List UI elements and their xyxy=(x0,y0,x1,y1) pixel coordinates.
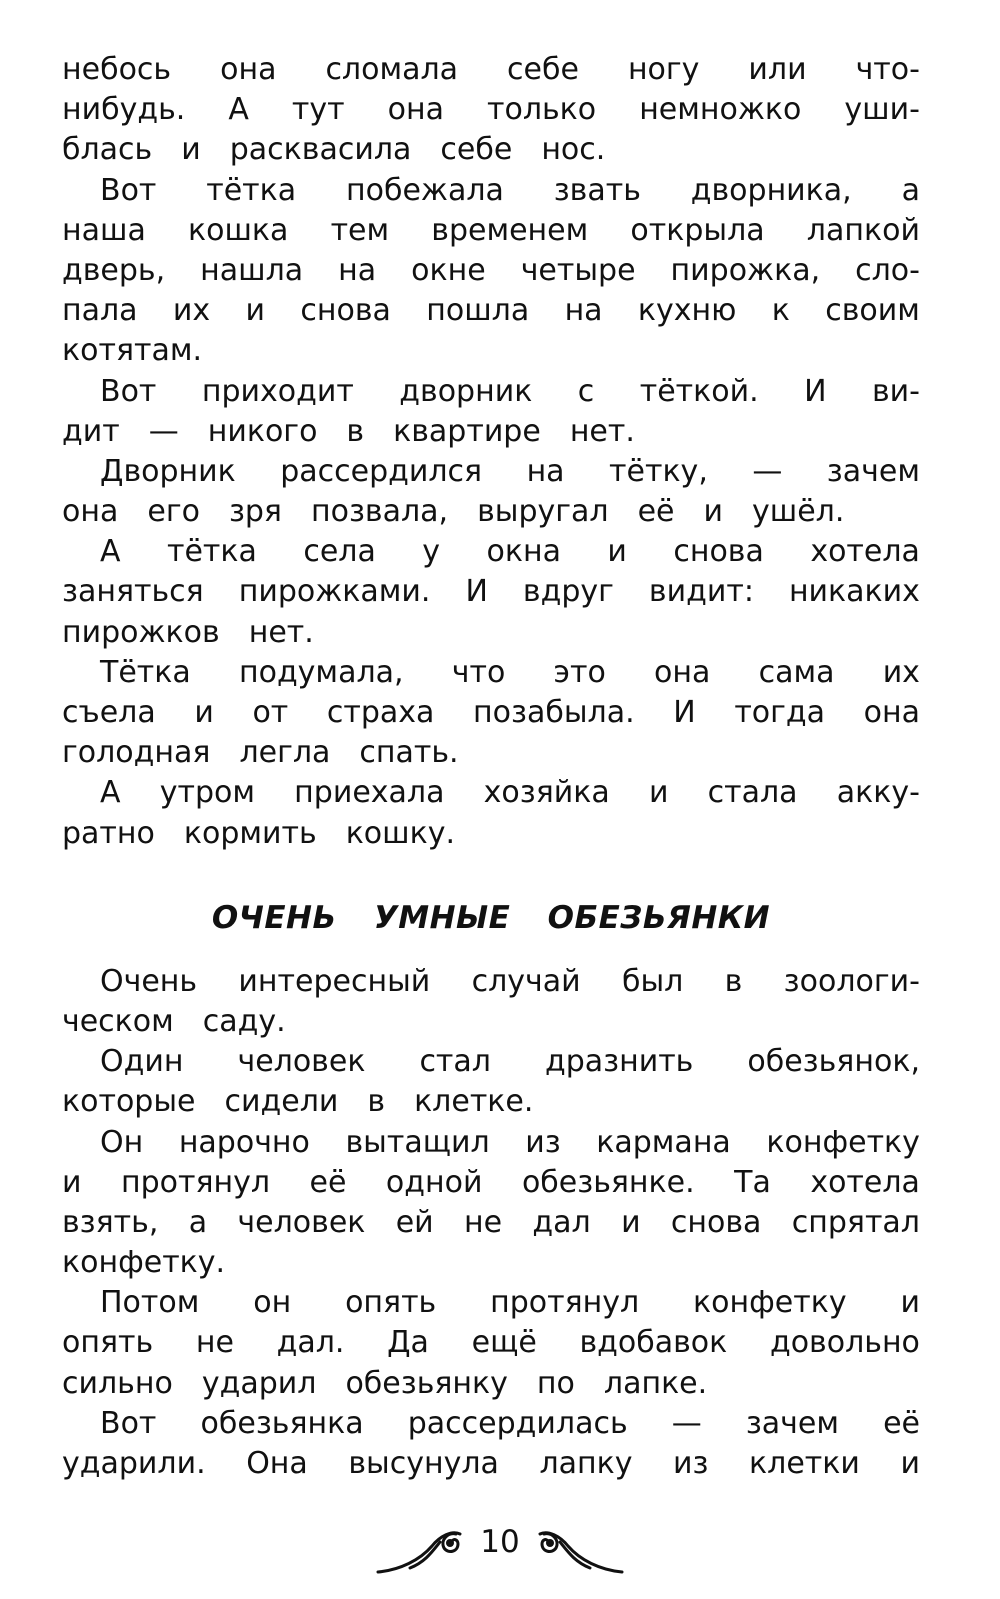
text-line: блась и расквасила себе нос. xyxy=(62,132,606,168)
paragraph xyxy=(62,1042,920,1122)
text-line: которые сидели в клетке. xyxy=(62,1084,534,1120)
paragraph xyxy=(62,962,920,1042)
story-continuation xyxy=(62,50,920,854)
text-line: котятам. xyxy=(62,333,203,369)
text-line: Один человек стал дразнить обезьянок, xyxy=(100,1044,920,1080)
text-line: Дворник рассердился на тётку, — зачем xyxy=(100,453,920,489)
text-line: пирожков нет. xyxy=(62,614,314,650)
text-line: опять не дал. Да ещё вдобавок довольно xyxy=(62,1325,920,1361)
text-line: нибудь. А тут она только немножко уши- xyxy=(62,92,920,128)
text-line: Он нарочно вытащил из кармана конфетку xyxy=(100,1124,920,1160)
text-line: Потом он опять протянул конфетку и xyxy=(100,1285,920,1321)
text-line: конфетку. xyxy=(62,1245,226,1281)
paragraph xyxy=(62,452,920,532)
text-line: А тётка села у окна и снова хотела xyxy=(100,534,920,570)
text-line: Вот приходит дворник с тёткой. И ви- xyxy=(100,373,920,409)
paragraph xyxy=(62,372,920,452)
paragraph xyxy=(62,1283,920,1404)
paragraph xyxy=(62,773,920,853)
paragraph xyxy=(62,532,920,653)
paragraph xyxy=(62,653,920,774)
text-line: голодная легла спать. xyxy=(62,735,459,771)
paragraph xyxy=(62,50,920,171)
text-line: ратно кормить кошку. xyxy=(62,815,456,851)
page-footer xyxy=(370,1520,630,1580)
text-line: сильно ударил обезьянку по лапке. xyxy=(62,1365,708,1401)
page-body xyxy=(62,50,920,1484)
text-line: взять, а человек ей не дал и снова спрятал xyxy=(62,1204,920,1240)
text-line: ударили. Она высунула лапку из клетки и xyxy=(62,1446,920,1481)
text-line: Вот обезьянка рассердилась — зачем её xyxy=(100,1405,920,1441)
text-line: небось она сломала себе ногу или что- xyxy=(62,52,920,87)
text-line: съела и от страха позабыла. И тогда она xyxy=(62,695,920,730)
paragraph xyxy=(62,1404,920,1484)
text-line: Вот тётка побежала звать дворника, а xyxy=(100,172,920,208)
text-line: ческом саду. xyxy=(62,1003,286,1039)
text-line: и протянул её одной обезьянке. Та хотела xyxy=(62,1164,920,1200)
section-title xyxy=(62,878,920,958)
section-title-text: ОЧЕНЬ УМНЫЕ ОБЕЗЬЯНКИ xyxy=(211,899,771,936)
text-line: А утром приехала хозяйка и стала акку- xyxy=(100,775,920,811)
paragraph xyxy=(62,171,920,372)
page-number: 10 xyxy=(480,1524,520,1560)
story-monkeys xyxy=(62,962,920,1484)
text-line: Тётка подумала, что это она сама их xyxy=(100,654,920,690)
text-line: пала их и снова пошла на кухню к своим xyxy=(62,293,920,329)
text-line: Очень интересный случай был в зоологи- xyxy=(100,963,920,999)
text-line: дит — никого в квартире нет. xyxy=(62,413,635,449)
paragraph xyxy=(62,1123,920,1284)
text-line: наша кошка тем временем открыла лапкой xyxy=(62,212,920,248)
text-line: она его зря позвала, выругал её и ушёл. xyxy=(62,494,845,530)
text-line: дверь, нашла на окне четыре пирожка, сло- xyxy=(62,252,920,288)
text-line: заняться пирожками. И вдруг видит: никаких xyxy=(62,574,920,610)
